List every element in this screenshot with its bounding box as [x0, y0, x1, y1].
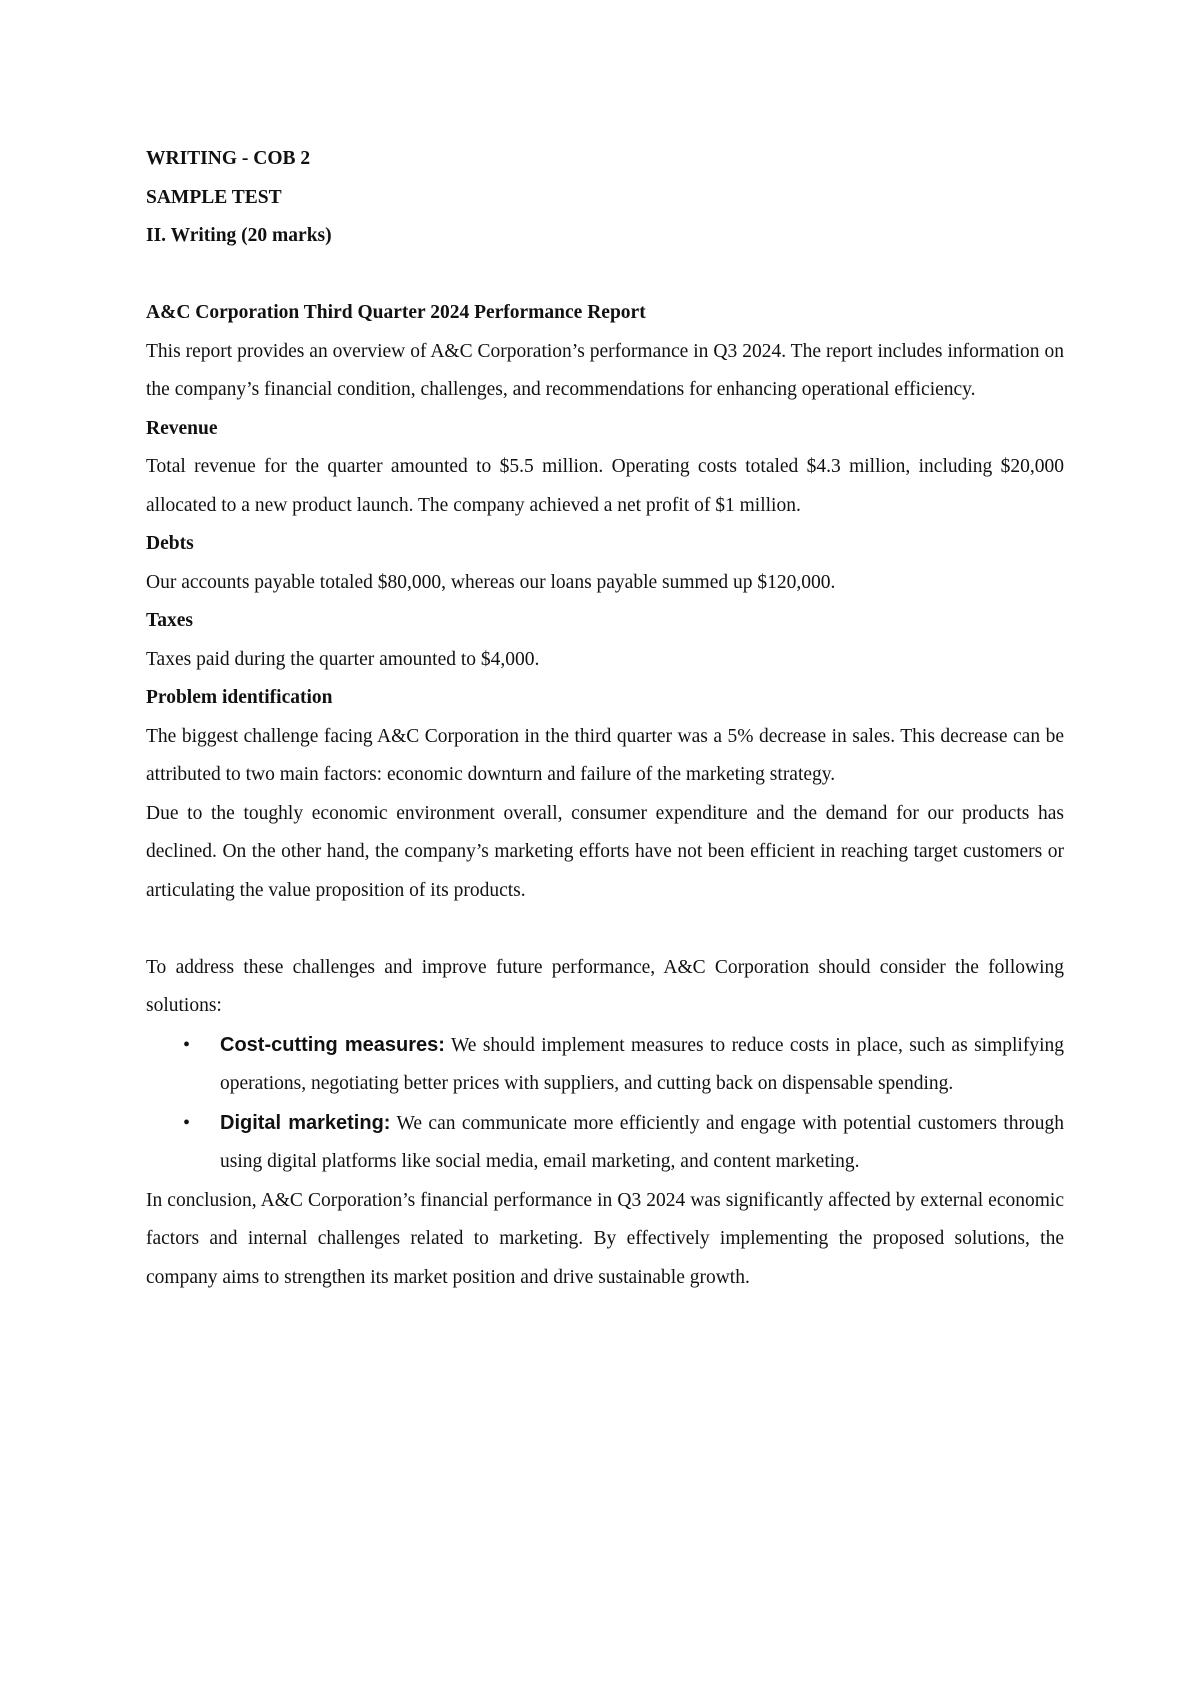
- spacer: [146, 256, 1064, 295]
- solution-term: Cost-cutting measures:: [220, 1033, 445, 1056]
- section-text-debts: Our accounts payable totaled $80,000, whereas our loans payable summed up $120,000.: [146, 571, 836, 593]
- solution-text: We can communicate more efficiently and engage with potential customers through using digital platforms like social media, email marketing, and content marketing.: [220, 1112, 1064, 1172]
- conclusion: In conclusion, A&C Corporation’s financial performance in Q3 2024 was significantly affected by external economic factors and internal challenges related to marketing. By effectively implementing the proposed solutions, the company aims to strengthen its market position and drive sustainable growth.: [146, 1189, 1064, 1288]
- spacer: [146, 910, 1064, 949]
- header-test-type: SAMPLE TEST: [146, 186, 282, 208]
- bullet-icon: •: [183, 1033, 191, 1056]
- section-text-problem-1: The biggest challenge facing A&C Corporation in the third quarter was a 5% decrease in sales. This decrease can be attributed to two main factors: economic downturn and failure of the marketing strategy.: [146, 725, 1064, 785]
- list-item: [146, 1104, 1064, 1182]
- report-intro: This report provides an overview of A&C Corporation’s performance in Q3 2024. The report includes information on the company’s financial condition, challenges, and recommendations for enhancing operational efficiency.: [146, 340, 1064, 400]
- solutions-list: [146, 1026, 1064, 1182]
- header-course: WRITING - COB 2: [146, 148, 311, 169]
- section-text-revenue: Total revenue for the quarter amounted to $5.5 million. Operating costs totaled $4.3 million, including $20,000 allocated to a new product launch. The company achieved a net profit of $1 million.: [146, 456, 1064, 516]
- section-text-taxes: Taxes paid during the quarter amounted to $4,000.: [146, 648, 540, 670]
- report-title: A&C Corporation Third Quarter 2024 Performance Report: [146, 302, 646, 323]
- solution-text: We should implement measures to reduce costs in place, such as simplifying operations, negotiating better prices with suppliers, and cutting back on dispensable spending.: [220, 1034, 1064, 1094]
- section-text-problem-2: Due to the toughly economic environment overall, consumer expenditure and the demand for our products has declined. On the other hand, the company’s marketing efforts have not been efficient in reaching target customers or articulating the value proposition of its products.: [146, 802, 1064, 901]
- solution-term: Digital marketing:: [220, 1111, 391, 1134]
- document-body: [146, 140, 1064, 1297]
- bullet-icon: •: [183, 1111, 191, 1134]
- solutions-intro: To address these challenges and improve future performance, A&C Corporation should consider the following solutions:: [146, 956, 1064, 1016]
- section-heading-problem: Problem identification: [146, 687, 333, 708]
- section-heading-debts: Debts: [146, 533, 194, 554]
- list-item: [146, 1026, 1064, 1104]
- section-heading-taxes: Taxes: [146, 610, 193, 631]
- header-section: II. Writing (20 marks): [146, 225, 332, 246]
- section-heading-revenue: Revenue: [146, 417, 218, 439]
